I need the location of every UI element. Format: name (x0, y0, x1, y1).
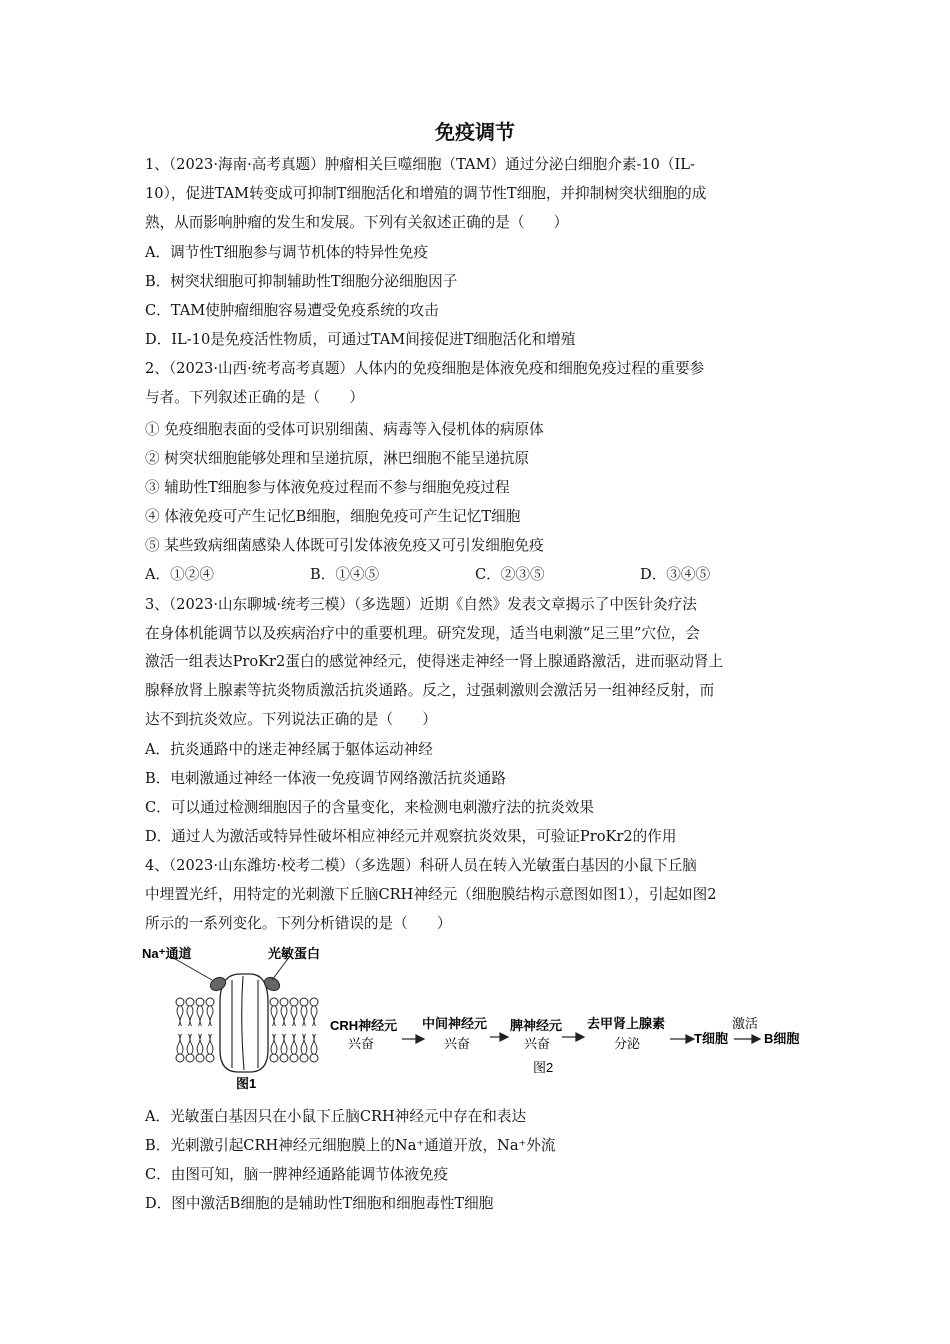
q4-stem-line: 所示的一系列变化。下列分析错误的是（ ） (145, 915, 452, 932)
flow-node-5: T细胞 (694, 1031, 728, 1046)
q3-stem-line: 在身体机能调节以及疾病治疗中的重要机理。研究发现，适当电刺激“足三里”穴位，会 (145, 625, 700, 642)
lipid-molecule (206, 998, 214, 1026)
flow-node-4-bottom: 分泌 (614, 1036, 641, 1051)
flow-node-2-top: 中间神经元 (422, 1016, 488, 1031)
page-title: 免疫调节 (435, 120, 515, 144)
na-channel-label: Na⁺通道 (142, 946, 192, 961)
q2-option-c: C．②③⑤ (475, 566, 545, 583)
flow-node-1-top: CRH神经元 (330, 1018, 398, 1033)
q2-statement-3: ③ 辅助性T细胞参与体液免疫过程而不参与细胞免疫过程 (145, 479, 510, 496)
figure-2-caption: 图2 (533, 1060, 554, 1075)
lipid-molecule (186, 998, 194, 1026)
lipid-molecule (270, 1034, 278, 1062)
lipid-molecule (270, 998, 278, 1026)
q3-stem-line: 激活一组表达ProKr2蛋白的感觉神经元，使得迷走神经一肾上腺通路激活，进而驱动肾上 (145, 653, 724, 670)
q4-option-d: D．图中激活B细胞的是辅助性T细胞和细胞毒性T细胞 (145, 1195, 494, 1212)
lipid-molecule (186, 1034, 194, 1062)
q1-stem-line: 10），促进TAM转变成可抑制T细胞活化和增殖的调节性T细胞，并抑制树突状细胞的成 (145, 185, 707, 202)
figure-1-membrane (170, 956, 318, 1072)
q1-option-d: D．IL-10是免疫活性物质，可通过TAM间接促进T细胞活化和增殖 (145, 331, 576, 348)
lipid-molecule (300, 1034, 308, 1062)
lipid-molecule (310, 1034, 318, 1062)
q2-option-a: A．①②④ (145, 566, 214, 583)
q1-stem-line: 熟，从而影响肿瘤的发生和发展。下列有关叙述正确的是（ ） (145, 214, 569, 231)
q3-option-c: C．可以通过检测细胞因子的含量变化，来检测电刺激疗法的抗炎效果 (145, 799, 594, 816)
light-protein-label: 光敏蛋白 (268, 946, 321, 961)
flow-node-3-top: 脾神经元 (510, 1018, 563, 1033)
flow-node-6-bottom: B细胞 (764, 1031, 800, 1046)
q2-statement-2: ② 树突状细胞能够处理和呈递抗原，淋巴细胞不能呈递抗原 (145, 450, 530, 467)
figure-1-caption: 图1 (236, 1076, 257, 1090)
lipid-molecule (310, 998, 318, 1026)
q2-stem-line: 与者。下列叙述正确的是（ ） (145, 389, 364, 406)
q2-statement-1: ① 免疫细胞表面的受体可识别细菌、病毒等入侵机体的病原体 (145, 421, 544, 438)
flow-node-2-bottom: 兴奋 (444, 1036, 471, 1051)
lipid-molecule (196, 998, 204, 1026)
q2-statement-4: ④ 体液免疫可产生记忆B细胞，细胞免疫可产生记忆T细胞 (145, 508, 521, 525)
lipid-molecule (176, 1034, 184, 1062)
q4-figure (140, 940, 820, 1090)
q2-option-d: D．③④⑤ (640, 566, 711, 583)
lipid-molecule (176, 998, 184, 1026)
flow-node-3-bottom: 兴奋 (524, 1036, 551, 1051)
q3-option-d: D．通过人为激活或特异性破坏相应神经元并观察抗炎效果，可验证ProKr2的作用 (145, 828, 677, 845)
q2-statement-5: ⑤ 某些致病细菌感染人体既可引发体液免疫又可引发细胞免疫 (145, 537, 544, 554)
flow-node-4-top: 去甲肾上腺素 (587, 1016, 666, 1031)
lipid-molecule (206, 1034, 214, 1062)
q1-option-b: B．树突状细胞可抑制辅助性T细胞分泌细胞因子 (145, 273, 458, 290)
q2-option-b: B．①④⑤ (310, 566, 380, 583)
q3-option-b: B．电刺激通过神经一体液一免疫调节网络激活抗炎通路 (145, 770, 506, 787)
q1-stem-line: 1、（2023·海南·高考真题）肿瘤相关巨噬细胞（TAM）通过分泌白细胞介素-10（IL- (145, 156, 695, 173)
q3-stem-line: 腺释放肾上腺素等抗炎物质激活抗炎通路。反之，过强刺激则会激活另一组神经反射，而 (145, 682, 715, 699)
q4-stem-line: 4、（2023·山东潍坊·校考二模）（多选题）科研人员在转入光敏蛋白基因的小鼠下丘脑 (145, 857, 697, 874)
q4-option-b: B．光刺激引起CRH神经元细胞膜上的Na⁺通道开放，Na⁺外流 (145, 1137, 556, 1154)
lipid-molecule (196, 1034, 204, 1062)
q3-stem-line: 达不到抗炎效应。下列说法正确的是（ ） (145, 711, 437, 728)
q4-option-a: A．光敏蛋白基因只在小鼠下丘脑CRH神经元中存在和表达 (145, 1108, 527, 1125)
flow-node-1-bottom: 兴奋 (348, 1036, 375, 1051)
q4-option-c: C．由图可知，脑一脾神经通路能调节体液免疫 (145, 1166, 449, 1183)
q3-option-a: A．抗炎通路中的迷走神经属于躯体运动神经 (145, 741, 433, 758)
lipid-molecule (280, 1034, 288, 1062)
q4-stem-line: 中埋置光纤，用特定的光刺激下丘脑CRH神经元（细胞膜结构示意图如图1），引起如图2 (145, 886, 717, 903)
q1-option-c: C．TAM使肿瘤细胞容易遭受免疫系统的攻击 (145, 302, 439, 319)
lipid-molecule (290, 1034, 298, 1062)
flow-node-6-top: 激活 (732, 1016, 759, 1031)
q3-stem-line: 3、（2023·山东聊城·统考三模）（多选题）近期《自然》发表文章揭示了中医针灸疗法 (145, 596, 697, 613)
lipid-molecule (300, 998, 308, 1026)
q1-option-a: A．调节性T细胞参与调节机体的特异性免疫 (145, 244, 428, 261)
q2-stem-line: 2、（2023·山西·统考高考真题）人体内的免疫细胞是体液免疫和细胞免疫过程的重要参 (145, 360, 705, 377)
lipid-molecule (290, 998, 298, 1026)
lipid-molecule (280, 998, 288, 1026)
figure-2-flow (330, 1016, 799, 1051)
